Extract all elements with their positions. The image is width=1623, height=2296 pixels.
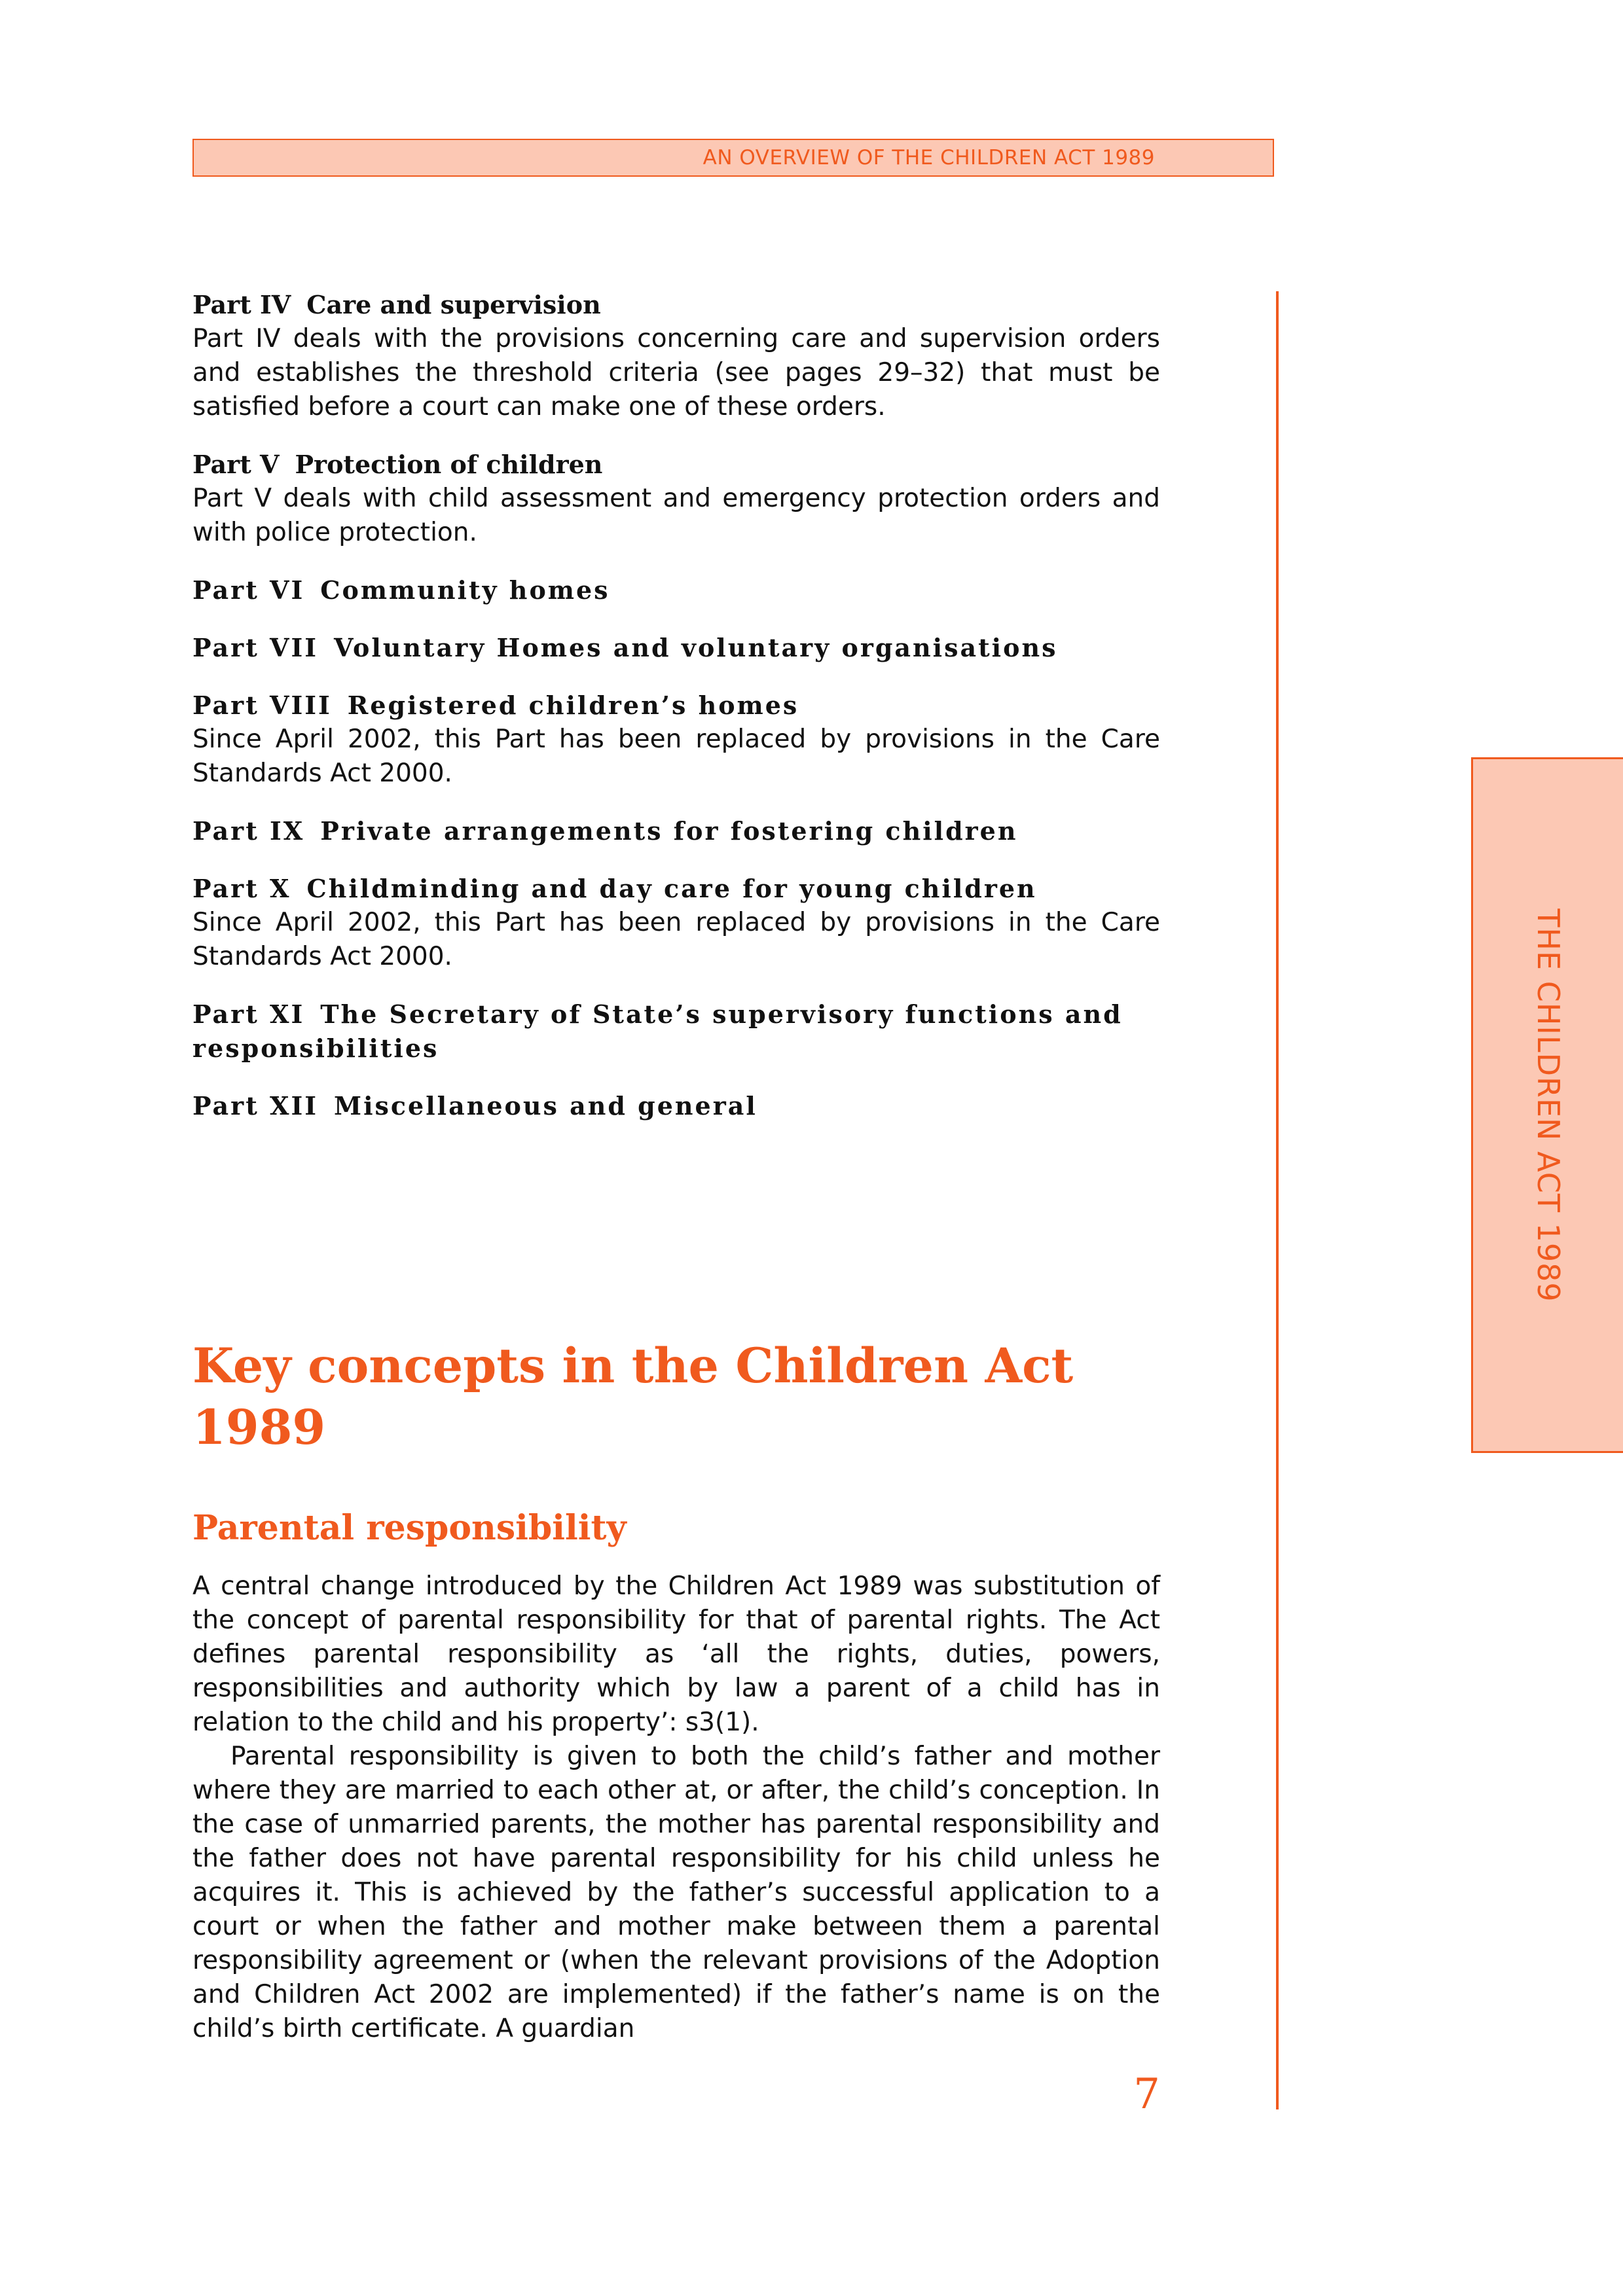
paragraph: Parental responsibility is given to both the child’s father and mother where they are married to each other at, or after, the child’s conception. In the case of unmarried parents, the mother has parental responsibility and the father does not have parental responsibility for his child unless he acquires it. This is achieved by the father’s successful application to a court or when the father and mother make between them a parental responsibility agreement or (when the relevant provisions of the Adoption and Children Act 2002 are implemented) if the father’s name is on the child’s birth certificate. A guardian (192, 1742, 1160, 2043)
part-number: Part IX (192, 816, 305, 846)
part-number: Part IV (192, 290, 291, 319)
side-tab (1471, 757, 1623, 1453)
part-number: Part VI (192, 575, 305, 605)
part-number: Part VII (192, 633, 319, 662)
part-number: Part XII (192, 1091, 319, 1121)
subsection-title: Parental responsibility (192, 1508, 627, 1548)
part-description: Part V deals with child assessment and emergency protection orders and with police protection. (192, 484, 1160, 547)
part-heading (192, 631, 1160, 665)
part-vii (192, 631, 1160, 665)
part-heading (192, 573, 1160, 607)
part-heading (192, 689, 1160, 723)
part-number: Part X (192, 874, 291, 903)
part-x (192, 872, 1160, 974)
part-number: Part VIII (192, 691, 332, 720)
part-description: Since April 2002, this Part has been replaced by provisions in the Care Standards Act 2000. (192, 908, 1160, 971)
part-description: Part IV deals with the provisions concerning care and supervision orders and establishes the threshold criteria (see pages 29–32) that must be satisfied before a court can make one of these orders. (192, 324, 1160, 422)
part-heading (192, 288, 1160, 322)
part-title: Miscellaneous and general (334, 1091, 757, 1121)
part-heading (192, 997, 1160, 1066)
part-iv (192, 288, 1160, 424)
part-title: Care and supervision (306, 290, 601, 319)
part-vi (192, 573, 1160, 607)
key-concepts-body (192, 1570, 1160, 2046)
part-title: The Secretary of State’s supervisory functions and responsibilities (192, 999, 1123, 1063)
page-number: 7 (1133, 2070, 1160, 2119)
part-viii (192, 689, 1160, 791)
part-xi (192, 997, 1160, 1066)
part-heading (192, 1089, 1160, 1123)
part-description: Since April 2002, this Part has been replaced by provisions in the Care Standards Act 2000. (192, 725, 1160, 788)
part-ix (192, 814, 1160, 848)
part-v (192, 448, 1160, 550)
side-tab-label: THE CHILDREN ACT 1989 (1530, 908, 1566, 1302)
part-title: Protection of children (295, 450, 603, 479)
paragraph: A central change introduced by the Children Act 1989 was substitution of the concept of parental responsibility for that of parental rights. The Act defines parental responsibility as ‘all the rights, duties, powers, responsibilities and authority which by law a parent of a child has in relation to the child and his property’: s3(1). (192, 1571, 1160, 1737)
part-title: Community homes (320, 575, 610, 605)
part-heading (192, 448, 1160, 482)
part-title: Childminding and day care for young children (306, 874, 1037, 903)
running-header: AN OVERVIEW OF THE CHILDREN ACT 1989 (192, 139, 1274, 177)
part-number: Part XI (192, 999, 305, 1029)
part-title: Voluntary Homes and voluntary organisations (334, 633, 1058, 662)
part-title: Private arrangements for fostering children (320, 816, 1018, 846)
parts-list (192, 288, 1160, 1147)
part-heading (192, 872, 1160, 906)
margin-rule (1276, 291, 1279, 2109)
part-number: Part V (192, 450, 280, 479)
section-title: Key concepts in the Children Act 1989 (192, 1338, 1074, 1456)
part-heading (192, 814, 1160, 848)
part-xii (192, 1089, 1160, 1123)
part-title: Registered children’s homes (347, 691, 799, 720)
